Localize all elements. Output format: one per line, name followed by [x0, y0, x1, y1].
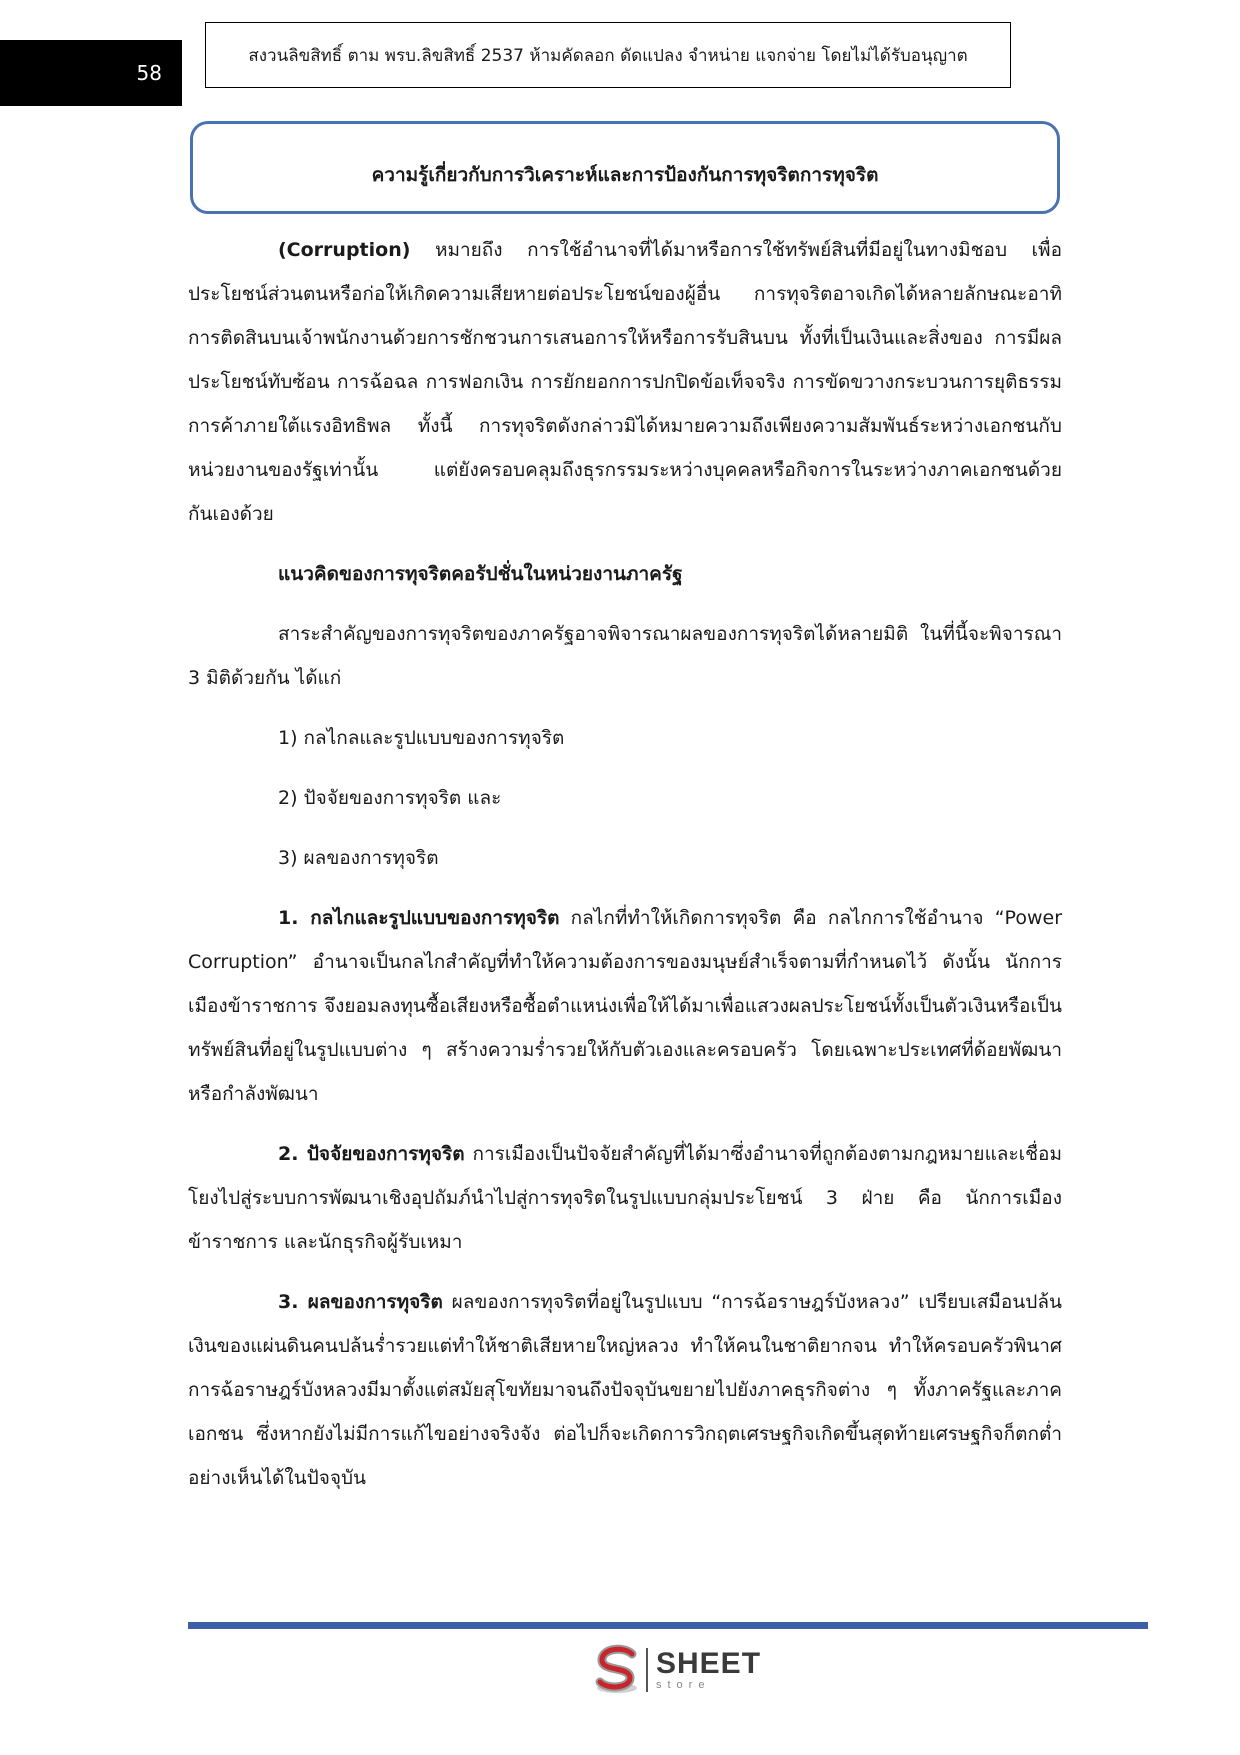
logo-wordmark	[656, 1649, 761, 1691]
section-effects	[188, 1280, 1062, 1500]
intro-term: (Corruption)	[278, 239, 411, 261]
section-effects-heading: 3. ผลของการทุจริต	[278, 1291, 443, 1313]
list-item: 1) กลไกลและรูปแบบของการทุจริต	[278, 727, 565, 749]
section-mechanism-text: กลไกที่ทำให้เกิดการทุจริต คือ กลไกการใช้อำนาจ “Power Corruption” อำนาจเป็นกลไกสำคัญที่ทำให้ความต้องการของมนุษย์สำเร็จตามที่กำหนดไว้ ดังนั้น นักการเมืองข้าราชการ จึงยอมลงทุนซื้อเสียงหรือซื้อตำแหน่งเพื่อให้ได้มาเพื่อแสวงผลประโยชน์ทั้งเป็นตัวเงินหรือเป็นทรัพย์สินที่อยู่ในรูปแบบต่าง ๆ สร้างความร่ำรวยให้กับตัวเองและครอบครัว โดยเฉพาะประเทศที่ด้อยพัฒนาหรือกำลังพัฒนา	[188, 907, 1062, 1105]
footer-divider	[188, 1622, 1148, 1629]
list-item: 2) ปัจจัยของการทุจริต และ	[278, 787, 502, 809]
logo-subtext: store	[656, 1679, 711, 1691]
list-item: 3) ผลของการทุจริต	[278, 847, 439, 869]
section-mechanism-heading: 1. กลไกและรูปแบบของการทุจริต	[278, 907, 560, 929]
logo-separator	[646, 1648, 648, 1692]
intro-text: หมายถึง การใช้อำนาจที่ได้มาหรือการใช้ทรัพย์สินที่มีอยู่ในทางมิชอบ เพื่อประโยชน์ส่วนตนหรือก่อให้เกิดความเสียหายต่อประโยชน์ของผู้อื่น การทุจริตอาจเกิดได้หลายลักษณะอาทิ การติดสินบนเจ้าพนักงานด้วยการชักชวนการเสนอการให้หรือการรับสินบน ทั้งที่เป็นเงินและสิ่งของ การมีผลประโยชน์ทับซ้อน การฉ้อฉล การฟอกเงิน การยักยอกการปกปิดข้อเท็จจริง การขัดขวางกระบวนการยุติธรรม การค้าภายใต้แรงอิทธิพล ทั้งนี้ การทุจริตดังกล่าวมิได้หมายความถึงเพียงความสัมพันธ์ระหว่างเอกชนกับหน่วยงานของรัฐเท่านั้น แต่ยังครอบคลุมถึงธุรกรรมระหว่างบุคคลหรือกิจการในระหว่างภาคเอกชนด้วยกันเองด้วย	[188, 239, 1062, 525]
section-effects-text: ผลของการทุจริตที่อยู่ในรูปแบบ “การฉ้อราษฎร์บังหลวง” เปรียบเสมือนปล้นเงินของแผ่นดินคนปล้นร่ำรวยแต่ทำให้ชาติเสียหายใหญ่หลวง ทำให้คนในชาติยากจน ทำให้ครอบครัวพินาศ การฉ้อราษฎร์บังหลวงมีมาตั้งแต่สมัยสุโขทัยมาจนถึงปัจจุบันขยายไปยังภาคธุรกิจต่าง ๆ ทั้งภาครัฐและภาคเอกชน ซึ่งหากยังไม่มีการแก้ไขอย่างจริงจัง ต่อไปก็จะเกิดการวิกฤตเศรษฐกิจเกิดขึ้นสุดท้ายเศรษฐกิจก็ตกต่ำอย่างเห็นได้ในปัจจุบัน	[188, 1291, 1062, 1489]
page-number: 58	[0, 40, 182, 106]
section-factors-text: การเมืองเป็นปัจจัยสำคัญที่ได้มาซึ่งอำนาจที่ถูกต้องตามกฎหมายและเชื่อมโยงไปสู่ระบบการพัฒนาเชิงอุปถัมภ์นำไปสู่การทุจริตในรูปแบบกลุ่มประโยชน์ 3 ฝ่าย คือ นักการเมือง ข้าราชการ และนักธุรกิจผู้รับเหมา	[188, 1143, 1062, 1253]
intro-paragraph	[188, 228, 1062, 536]
section-mechanism	[188, 896, 1062, 1116]
sheet-store-logo	[594, 1642, 761, 1698]
document-body	[188, 228, 1062, 1500]
section-factors-heading: 2. ปัจจัยของการทุจริต	[278, 1143, 465, 1165]
copyright-notice: สงวนลิขสิทธิ์ ตาม พรบ.ลิขสิทธิ์ 2537 ห้ามคัดลอก ดัดแปลง จำหน่าย แจกจ่าย โดยไม่ได้รับอนุญาต	[205, 22, 1011, 88]
document-title-box	[190, 121, 1060, 214]
sheet-store-s-logo-icon	[594, 1644, 640, 1696]
summary-paragraph: สาระสำคัญของการทุจริตของภาครัฐอาจพิจารณาผลของการทุจริตได้หลายมิติ ในที่นี้จะพิจารณา 3 มิติด้วยกัน ได้แก่	[188, 623, 1062, 689]
document-title: ความรู้เกี่ยวกับการวิเคราะห์และการป้องกันการทุจริตการทุจริต	[371, 163, 879, 186]
section-factors	[188, 1132, 1062, 1264]
logo-text: SHEET	[656, 1647, 762, 1680]
section-heading: แนวคิดของการทุจริตคอรัปชั่นในหน่วยงานภาครัฐ	[278, 563, 683, 585]
